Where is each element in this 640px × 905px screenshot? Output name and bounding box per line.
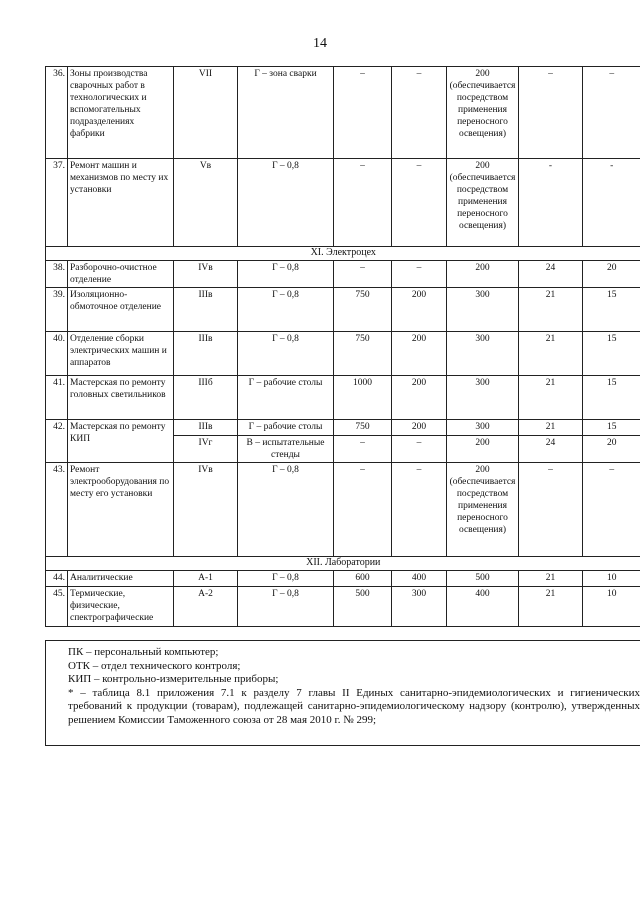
note-kip: КИП – контрольно-измерительные приборы; bbox=[68, 673, 279, 685]
section-title: XI. Электроцех bbox=[46, 247, 640, 261]
section-header-row bbox=[46, 557, 640, 571]
illuminance-general: 400 bbox=[392, 571, 447, 587]
table-row bbox=[46, 587, 640, 627]
pulsation-factor: 20 bbox=[583, 261, 640, 288]
work-plane: Г – 0,8 bbox=[238, 587, 334, 627]
row-number: 37. bbox=[46, 159, 68, 247]
illuminance-combined: 500 bbox=[334, 587, 392, 627]
illuminance-general: – bbox=[392, 436, 447, 463]
illuminance-single: 200 (обеспечивается посредством применения переносного освещения) bbox=[447, 67, 519, 159]
illuminance-single: 200 (обеспечивается посредством применения переносного освещения) bbox=[447, 463, 519, 557]
work-plane: Г – 0,8 bbox=[238, 288, 334, 332]
glare-index: 21 bbox=[519, 376, 583, 420]
work-plane: Г – 0,8 bbox=[238, 463, 334, 557]
row-number: 36. bbox=[46, 67, 68, 159]
pulsation-factor: 15 bbox=[583, 332, 640, 376]
lighting-norms-table bbox=[45, 66, 640, 627]
table-row bbox=[46, 332, 640, 376]
room-name: Отделение сборки электрических машин и аппаратов bbox=[68, 332, 174, 376]
illuminance-single: 200 (обеспечивается посредством применения переносного освещения) bbox=[447, 159, 519, 247]
pulsation-factor: 15 bbox=[583, 420, 640, 436]
row-number: 44. bbox=[46, 571, 68, 587]
work-category: VII bbox=[174, 67, 238, 159]
page-number: 14 bbox=[313, 36, 327, 51]
illuminance-general: 200 bbox=[392, 288, 447, 332]
section-title: XII. Лаборатории bbox=[46, 557, 640, 571]
row-number: 40. bbox=[46, 332, 68, 376]
pulsation-factor: – bbox=[583, 67, 640, 159]
work-plane: Г – 0,8 bbox=[238, 261, 334, 288]
illuminance-combined: 750 bbox=[334, 332, 392, 376]
glare-index: 21 bbox=[519, 587, 583, 627]
illuminance-single: 300 bbox=[447, 288, 519, 332]
room-name: Ремонт электрооборудования по месту его установки bbox=[68, 463, 174, 557]
pulsation-factor: 15 bbox=[583, 376, 640, 420]
illuminance-combined: 1000 bbox=[334, 376, 392, 420]
illuminance-combined: – bbox=[334, 159, 392, 247]
illuminance-single: 400 bbox=[447, 587, 519, 627]
illuminance-general: – bbox=[392, 67, 447, 159]
note-otk: ОТК – отдел технического контроля; bbox=[68, 659, 241, 672]
work-plane: Г – рабочие столы bbox=[238, 420, 334, 436]
room-name: Мастерская по ремонту головных светильников bbox=[68, 376, 174, 420]
note-footnote: * – таблица 8.1 приложения 7.1 к разделу 7 главы II Единых санитарно-эпидемиологических и гигиенических требований к продукции (товарам), подлежащей санитарно-эпидемиологическому надзору (контролю), утвержденных решением Комиссии Таможенного союза от 28 мая 2010 г. № 299; bbox=[68, 686, 640, 726]
room-name: Ремонт машин и механизмов по месту их установки bbox=[68, 159, 174, 247]
table-row bbox=[46, 376, 640, 420]
work-category: IIIв bbox=[174, 420, 238, 436]
work-category: IIIв bbox=[174, 332, 238, 376]
table-row bbox=[46, 571, 640, 587]
illuminance-single: 300 bbox=[447, 420, 519, 436]
table-row bbox=[46, 420, 640, 436]
row-number: 41. bbox=[46, 376, 68, 420]
pulsation-factor: - bbox=[583, 159, 640, 247]
room-name: Термические, физические, спектрографические bbox=[68, 587, 174, 627]
illuminance-general: – bbox=[392, 261, 447, 288]
illuminance-general: 200 bbox=[392, 376, 447, 420]
row-number: 42. bbox=[46, 420, 68, 463]
pulsation-factor: – bbox=[583, 463, 640, 557]
room-name: Изоляционно-обмоточное отделение bbox=[68, 288, 174, 332]
room-name: Мастерская по ремонту КИП bbox=[68, 420, 174, 463]
illuminance-combined: – bbox=[334, 261, 392, 288]
illuminance-single: 300 bbox=[447, 376, 519, 420]
row-number: 38. bbox=[46, 261, 68, 288]
table-row bbox=[46, 67, 640, 159]
illuminance-single: 200 bbox=[447, 261, 519, 288]
illuminance-combined: 750 bbox=[334, 420, 392, 436]
glare-index: – bbox=[519, 463, 583, 557]
illuminance-general: 300 bbox=[392, 587, 447, 627]
illuminance-combined: – bbox=[334, 463, 392, 557]
glare-index: 24 bbox=[519, 261, 583, 288]
illuminance-general: – bbox=[392, 159, 447, 247]
notes-block bbox=[45, 640, 640, 746]
room-name: Разборочно-очистное отделение bbox=[68, 261, 174, 288]
table-row bbox=[46, 288, 640, 332]
row-number: 43. bbox=[46, 463, 68, 557]
work-plane: Г – 0,8 bbox=[238, 159, 334, 247]
work-category: IVв bbox=[174, 463, 238, 557]
illuminance-combined: – bbox=[334, 67, 392, 159]
illuminance-single: 500 bbox=[447, 571, 519, 587]
work-plane: Г – 0,8 bbox=[238, 571, 334, 587]
note-pk: ПК – персональный компьютер; bbox=[68, 646, 219, 658]
table-body bbox=[46, 67, 640, 627]
glare-index: 21 bbox=[519, 420, 583, 436]
illuminance-combined: 750 bbox=[334, 288, 392, 332]
room-name: Зоны производства сварочных работ в технологических и вспомогательных подразделениях фабрики bbox=[68, 67, 174, 159]
work-category: Vв bbox=[174, 159, 238, 247]
glare-index: – bbox=[519, 67, 583, 159]
illuminance-combined: 600 bbox=[334, 571, 392, 587]
room-name: Аналитические bbox=[68, 571, 174, 587]
row-number: 39. bbox=[46, 288, 68, 332]
row-number: 45. bbox=[46, 587, 68, 627]
work-category: IVв bbox=[174, 261, 238, 288]
work-plane: Г – 0,8 bbox=[238, 332, 334, 376]
illuminance-combined: – bbox=[334, 436, 392, 463]
work-plane: Г – зона сварки bbox=[238, 67, 334, 159]
pulsation-factor: 10 bbox=[583, 587, 640, 627]
pulsation-factor: 10 bbox=[583, 571, 640, 587]
work-plane: В – испытательные стенды bbox=[238, 436, 334, 463]
glare-index: 21 bbox=[519, 571, 583, 587]
glare-index: - bbox=[519, 159, 583, 247]
illuminance-general: 200 bbox=[392, 420, 447, 436]
work-category: IIIв bbox=[174, 288, 238, 332]
glare-index: 21 bbox=[519, 288, 583, 332]
illuminance-single: 300 bbox=[447, 332, 519, 376]
work-category: А-2 bbox=[174, 587, 238, 627]
work-category: IVг bbox=[174, 436, 238, 463]
pulsation-factor: 20 bbox=[583, 436, 640, 463]
pulsation-factor: 15 bbox=[583, 288, 640, 332]
table-row bbox=[46, 159, 640, 247]
section-header-row bbox=[46, 247, 640, 261]
illuminance-single: 200 bbox=[447, 436, 519, 463]
work-category: IIIб bbox=[174, 376, 238, 420]
illuminance-general: 200 bbox=[392, 332, 447, 376]
work-plane: Г – рабочие столы bbox=[238, 376, 334, 420]
glare-index: 21 bbox=[519, 332, 583, 376]
table-row bbox=[46, 261, 640, 288]
table-row bbox=[46, 463, 640, 557]
glare-index: 24 bbox=[519, 436, 583, 463]
illuminance-general: – bbox=[392, 463, 447, 557]
work-category: А-1 bbox=[174, 571, 238, 587]
